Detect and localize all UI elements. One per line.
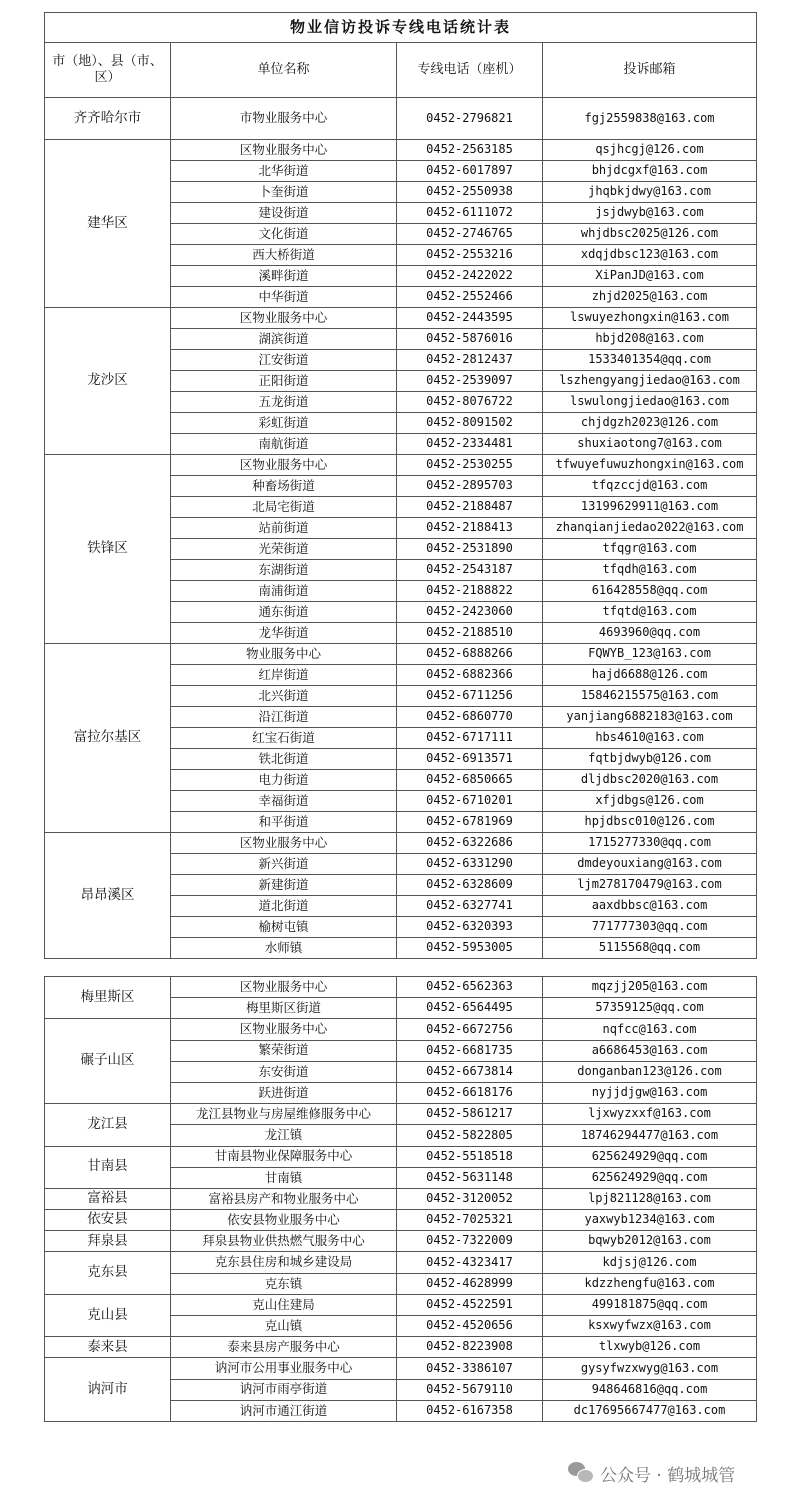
- unit-cell: 彩虹街道: [171, 413, 397, 434]
- unit-cell: 红宝石街道: [171, 728, 397, 749]
- unit-cell: 种畜场街道: [171, 476, 397, 497]
- unit-cell: 区物业服务中心: [171, 308, 397, 329]
- email-cell: nyjjdjgw@163.com: [543, 1082, 757, 1103]
- phone-cell: 0452-2563185: [397, 140, 543, 161]
- email-cell: kdzzhengfu@163.com: [543, 1273, 757, 1294]
- unit-cell: 南浦街道: [171, 581, 397, 602]
- phone-cell: 0452-2188487: [397, 497, 543, 518]
- unit-cell: 区物业服务中心: [171, 140, 397, 161]
- phone-cell: 0452-6882366: [397, 665, 543, 686]
- phone-cell: 0452-2796821: [397, 98, 543, 140]
- area-cell: 讷河市: [45, 1358, 171, 1422]
- unit-cell: 江安街道: [171, 350, 397, 371]
- unit-cell: 五龙街道: [171, 392, 397, 413]
- email-cell: mqzjj205@163.com: [543, 977, 757, 998]
- table-row: [45, 140, 757, 161]
- unit-cell: 幸福街道: [171, 791, 397, 812]
- unit-cell: 克东县住房和城乡建设局: [171, 1252, 397, 1273]
- unit-cell: 正阳街道: [171, 371, 397, 392]
- email-cell: ljxwyzxxf@163.com: [543, 1104, 757, 1125]
- unit-cell: 湖滨街道: [171, 329, 397, 350]
- unit-cell: 沿江街道: [171, 707, 397, 728]
- email-cell: aaxdbbsc@163.com: [543, 896, 757, 917]
- email-cell: 499181875@qq.com: [543, 1294, 757, 1315]
- area-cell: 建华区: [45, 140, 171, 308]
- email-cell: hajd6688@126.com: [543, 665, 757, 686]
- footer-text: 公众号 · 鹤城城管: [600, 1465, 736, 1486]
- unit-cell: 和平街道: [171, 812, 397, 833]
- area-cell: 龙沙区: [45, 308, 171, 455]
- table-row: [45, 977, 757, 998]
- email-cell: xdqjdbsc123@163.com: [543, 245, 757, 266]
- email-cell: XiPanJD@163.com: [543, 266, 757, 287]
- email-cell: fqtbjdwyb@126.com: [543, 749, 757, 770]
- phone-cell: 0452-6331290: [397, 854, 543, 875]
- hotline-table-part2: [44, 976, 757, 1422]
- email-cell: hbjd208@163.com: [543, 329, 757, 350]
- unit-cell: 电力街道: [171, 770, 397, 791]
- unit-cell: 龙江县物业与房屋维修服务中心: [171, 1104, 397, 1125]
- header-unit: 单位名称: [171, 43, 397, 98]
- unit-cell: 溪畔街道: [171, 266, 397, 287]
- unit-cell: 站前街道: [171, 518, 397, 539]
- unit-cell: 水师镇: [171, 938, 397, 959]
- table-row: [45, 455, 757, 476]
- unit-cell: 中华街道: [171, 287, 397, 308]
- phone-cell: 0452-6710201: [397, 791, 543, 812]
- email-cell: tfqdh@163.com: [543, 560, 757, 581]
- phone-cell: 0452-4520656: [397, 1316, 543, 1337]
- email-cell: yanjiang6882183@163.com: [543, 707, 757, 728]
- wechat-icon: [568, 1462, 594, 1484]
- unit-cell: 克山住建局: [171, 1294, 397, 1315]
- unit-cell: 红岸街道: [171, 665, 397, 686]
- unit-cell: 区物业服务中心: [171, 833, 397, 854]
- area-cell: 昂昂溪区: [45, 833, 171, 959]
- phone-cell: 0452-2553216: [397, 245, 543, 266]
- unit-cell: 榆树屯镇: [171, 917, 397, 938]
- area-cell: 甘南县: [45, 1146, 171, 1188]
- phone-cell: 0452-6913571: [397, 749, 543, 770]
- area-cell: 碾子山区: [45, 1019, 171, 1104]
- phone-cell: 0452-2895703: [397, 476, 543, 497]
- header-area: 市（地）、县（市、区）: [45, 43, 171, 98]
- unit-cell: 区物业服务中心: [171, 977, 397, 998]
- email-cell: tfqtd@163.com: [543, 602, 757, 623]
- phone-cell: 0452-2188822: [397, 581, 543, 602]
- table-row: [45, 1252, 757, 1273]
- phone-cell: 0452-3386107: [397, 1358, 543, 1379]
- unit-cell: 新兴街道: [171, 854, 397, 875]
- email-cell: jsjdwyb@163.com: [543, 203, 757, 224]
- table-row: [45, 833, 757, 854]
- unit-cell: 龙华街道: [171, 623, 397, 644]
- phone-cell: 0452-6717111: [397, 728, 543, 749]
- email-cell: lswulongjiedao@163.com: [543, 392, 757, 413]
- unit-cell: 东湖街道: [171, 560, 397, 581]
- phone-cell: 0452-2746765: [397, 224, 543, 245]
- phone-cell: 0452-6320393: [397, 917, 543, 938]
- phone-cell: 0452-2531890: [397, 539, 543, 560]
- email-cell: 18746294477@163.com: [543, 1125, 757, 1146]
- email-cell: 1533401354@qq.com: [543, 350, 757, 371]
- email-cell: lswuyezhongxin@163.com: [543, 308, 757, 329]
- email-cell: tfqzccjd@163.com: [543, 476, 757, 497]
- email-cell: qsjhcgj@126.com: [543, 140, 757, 161]
- unit-cell: 市物业服务中心: [171, 98, 397, 140]
- email-cell: hbs4610@163.com: [543, 728, 757, 749]
- phone-cell: 0452-6564495: [397, 998, 543, 1019]
- unit-cell: 泰来县房产服务中心: [171, 1337, 397, 1358]
- unit-cell: 依安县物业服务中心: [171, 1210, 397, 1231]
- unit-cell: 梅里斯区街道: [171, 998, 397, 1019]
- header-row: [45, 43, 757, 98]
- area-cell: 拜泉县: [45, 1231, 171, 1252]
- email-cell: 625624929@qq.com: [543, 1146, 757, 1167]
- email-cell: tfqgr@163.com: [543, 539, 757, 560]
- phone-cell: 0452-6562363: [397, 977, 543, 998]
- unit-cell: 区物业服务中心: [171, 455, 397, 476]
- unit-cell: 北局宅街道: [171, 497, 397, 518]
- phone-cell: 0452-5876016: [397, 329, 543, 350]
- table-row: [45, 1019, 757, 1040]
- phone-cell: 0452-5679110: [397, 1379, 543, 1400]
- phone-cell: 0452-2334481: [397, 434, 543, 455]
- phone-cell: 0452-6781969: [397, 812, 543, 833]
- email-cell: tlxwyb@126.com: [543, 1337, 757, 1358]
- email-cell: nqfcc@163.com: [543, 1019, 757, 1040]
- phone-cell: 0452-6711256: [397, 686, 543, 707]
- email-cell: 15846215575@163.com: [543, 686, 757, 707]
- unit-cell: 通东街道: [171, 602, 397, 623]
- email-cell: lszhengyangjiedao@163.com: [543, 371, 757, 392]
- email-cell: fgj2559838@163.com: [543, 98, 757, 140]
- area-cell: 梅里斯区: [45, 977, 171, 1019]
- phone-cell: 0452-2550938: [397, 182, 543, 203]
- unit-cell: 道北街道: [171, 896, 397, 917]
- email-cell: bhjdcgxf@163.com: [543, 161, 757, 182]
- header-phone: 专线电话（座机）: [397, 43, 543, 98]
- email-cell: xfjdbgs@126.com: [543, 791, 757, 812]
- email-cell: 4693960@qq.com: [543, 623, 757, 644]
- header-email: 投诉邮箱: [543, 43, 757, 98]
- phone-cell: 0452-6673814: [397, 1061, 543, 1082]
- table-row: [45, 1146, 757, 1167]
- table-row: [45, 1294, 757, 1315]
- unit-cell: 甘南县物业保障服务中心: [171, 1146, 397, 1167]
- email-cell: 616428558@qq.com: [543, 581, 757, 602]
- email-cell: dmdeyouxiang@163.com: [543, 854, 757, 875]
- phone-cell: 0452-6111072: [397, 203, 543, 224]
- unit-cell: 克山镇: [171, 1316, 397, 1337]
- phone-cell: 0452-5631148: [397, 1167, 543, 1188]
- phone-cell: 0452-7025321: [397, 1210, 543, 1231]
- area-cell: 富裕县: [45, 1188, 171, 1209]
- phone-cell: 0452-8076722: [397, 392, 543, 413]
- email-cell: jhqbkjdwy@163.com: [543, 182, 757, 203]
- unit-cell: 建设街道: [171, 203, 397, 224]
- email-cell: gysyfwzxwyg@163.com: [543, 1358, 757, 1379]
- email-cell: a6686453@163.com: [543, 1040, 757, 1061]
- area-cell: 龙江县: [45, 1104, 171, 1146]
- phone-cell: 0452-5953005: [397, 938, 543, 959]
- phone-cell: 0452-2543187: [397, 560, 543, 581]
- unit-cell: 讷河市雨亭街道: [171, 1379, 397, 1400]
- area-cell: 铁锋区: [45, 455, 171, 644]
- unit-cell: 卜奎街道: [171, 182, 397, 203]
- unit-cell: 东安街道: [171, 1061, 397, 1082]
- email-cell: hpjdbsc010@126.com: [543, 812, 757, 833]
- footer-watermark: [568, 1458, 735, 1488]
- unit-cell: 龙江镇: [171, 1125, 397, 1146]
- area-cell: 克东县: [45, 1252, 171, 1294]
- email-cell: 771777303@qq.com: [543, 917, 757, 938]
- email-cell: FQWYB_123@163.com: [543, 644, 757, 665]
- phone-cell: 0452-2188413: [397, 518, 543, 539]
- email-cell: ksxwyfwzx@163.com: [543, 1316, 757, 1337]
- area-cell: 依安县: [45, 1210, 171, 1231]
- email-cell: bqwyb2012@163.com: [543, 1231, 757, 1252]
- table-row: [45, 1231, 757, 1252]
- phone-cell: 0452-6618176: [397, 1082, 543, 1103]
- table-row: [45, 644, 757, 665]
- email-cell: donganban123@126.com: [543, 1061, 757, 1082]
- unit-cell: 跃进街道: [171, 1082, 397, 1103]
- phone-cell: 0452-5518518: [397, 1146, 543, 1167]
- email-cell: 5115568@qq.com: [543, 938, 757, 959]
- unit-cell: 克东镇: [171, 1273, 397, 1294]
- phone-cell: 0452-4522591: [397, 1294, 543, 1315]
- unit-cell: 北兴街道: [171, 686, 397, 707]
- unit-cell: 繁荣街道: [171, 1040, 397, 1061]
- table-title: 物业信访投诉专线电话统计表: [45, 13, 757, 43]
- phone-cell: 0452-2552466: [397, 287, 543, 308]
- phone-cell: 0452-2422022: [397, 266, 543, 287]
- email-cell: yaxwyb1234@163.com: [543, 1210, 757, 1231]
- table-row: [45, 1337, 757, 1358]
- phone-cell: 0452-6327741: [397, 896, 543, 917]
- unit-cell: 新建街道: [171, 875, 397, 896]
- email-cell: lpj821128@163.com: [543, 1188, 757, 1209]
- unit-cell: 讷河市公用事业服务中心: [171, 1358, 397, 1379]
- phone-cell: 0452-8223908: [397, 1337, 543, 1358]
- unit-cell: 铁北街道: [171, 749, 397, 770]
- email-cell: zhanqianjiedao2022@163.com: [543, 518, 757, 539]
- area-cell: 泰来县: [45, 1337, 171, 1358]
- unit-cell: 光荣街道: [171, 539, 397, 560]
- phone-cell: 0452-6017897: [397, 161, 543, 182]
- unit-cell: 物业服务中心: [171, 644, 397, 665]
- phone-cell: 0452-2443595: [397, 308, 543, 329]
- email-cell: 57359125@qq.com: [543, 998, 757, 1019]
- phone-cell: 0452-6681735: [397, 1040, 543, 1061]
- phone-cell: 0452-6167358: [397, 1400, 543, 1421]
- area-cell: 克山县: [45, 1294, 171, 1336]
- email-cell: zhjd2025@163.com: [543, 287, 757, 308]
- phone-cell: 0452-6322686: [397, 833, 543, 854]
- table-row: [45, 308, 757, 329]
- email-cell: dc17695667477@163.com: [543, 1400, 757, 1421]
- email-cell: chjdgzh2023@126.com: [543, 413, 757, 434]
- email-cell: 625624929@qq.com: [543, 1167, 757, 1188]
- hotline-table-part1: [44, 12, 757, 959]
- unit-cell: 北华街道: [171, 161, 397, 182]
- table-row: [45, 1188, 757, 1209]
- phone-cell: 0452-4628999: [397, 1273, 543, 1294]
- table-row: [45, 1210, 757, 1231]
- table-row: [45, 1104, 757, 1125]
- table-row: [45, 1358, 757, 1379]
- email-cell: ljm278170479@163.com: [543, 875, 757, 896]
- unit-cell: 富裕县房产和物业服务中心: [171, 1188, 397, 1209]
- area-cell: 齐齐哈尔市: [45, 98, 171, 140]
- phone-cell: 0452-7322009: [397, 1231, 543, 1252]
- phone-cell: 0452-6850665: [397, 770, 543, 791]
- unit-cell: 西大桥街道: [171, 245, 397, 266]
- email-cell: 948646816@qq.com: [543, 1379, 757, 1400]
- email-cell: tfwuyefuwuzhongxin@163.com: [543, 455, 757, 476]
- phone-cell: 0452-6328609: [397, 875, 543, 896]
- table-row: [45, 98, 757, 140]
- email-cell: 13199629911@163.com: [543, 497, 757, 518]
- phone-cell: 0452-2188510: [397, 623, 543, 644]
- phone-cell: 0452-6860770: [397, 707, 543, 728]
- phone-cell: 0452-5861217: [397, 1104, 543, 1125]
- phone-cell: 0452-5822805: [397, 1125, 543, 1146]
- phone-cell: 0452-3120052: [397, 1188, 543, 1209]
- phone-cell: 0452-4323417: [397, 1252, 543, 1273]
- phone-cell: 0452-2539097: [397, 371, 543, 392]
- unit-cell: 拜泉县物业供热燃气服务中心: [171, 1231, 397, 1252]
- email-cell: dljdbsc2020@163.com: [543, 770, 757, 791]
- phone-cell: 0452-6888266: [397, 644, 543, 665]
- email-cell: 1715277330@qq.com: [543, 833, 757, 854]
- phone-cell: 0452-2812437: [397, 350, 543, 371]
- email-cell: kdjsj@126.com: [543, 1252, 757, 1273]
- unit-cell: 文化街道: [171, 224, 397, 245]
- phone-cell: 0452-2530255: [397, 455, 543, 476]
- unit-cell: 甘南镇: [171, 1167, 397, 1188]
- unit-cell: 区物业服务中心: [171, 1019, 397, 1040]
- email-cell: whjdbsc2025@126.com: [543, 224, 757, 245]
- phone-cell: 0452-6672756: [397, 1019, 543, 1040]
- email-cell: shuxiaotong7@163.com: [543, 434, 757, 455]
- unit-cell: 讷河市通江街道: [171, 1400, 397, 1421]
- title-row: [45, 13, 757, 43]
- phone-cell: 0452-2423060: [397, 602, 543, 623]
- area-cell: 富拉尔基区: [45, 644, 171, 833]
- phone-cell: 0452-8091502: [397, 413, 543, 434]
- unit-cell: 南航街道: [171, 434, 397, 455]
